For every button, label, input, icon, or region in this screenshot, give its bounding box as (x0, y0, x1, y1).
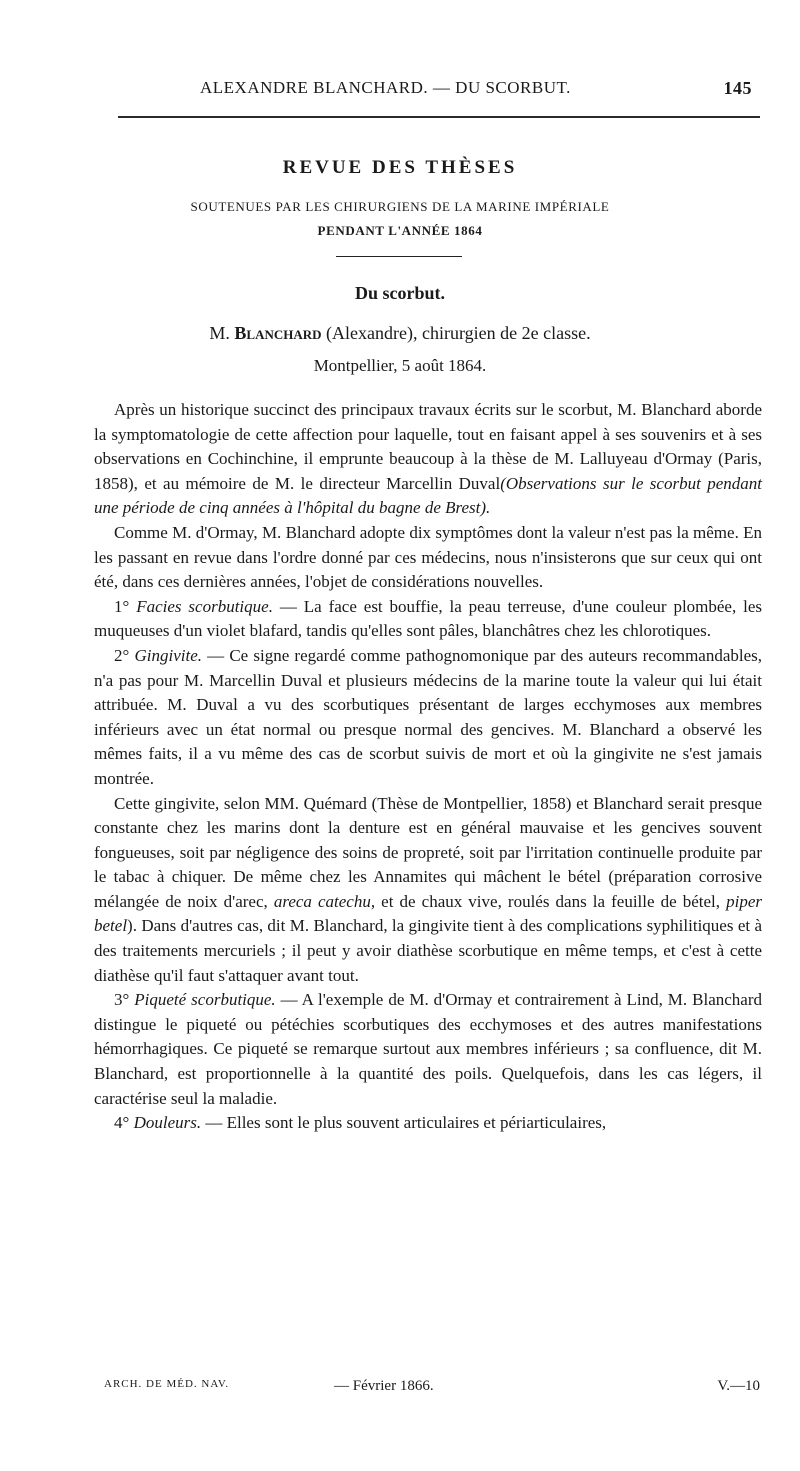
paragraph-2-text: Comme M. d'Ormay, M. Blanchard adopte dix symptômes dont la valeur n'est pas la même. En les passant en revue dans l'ordre donné par ces médecins, nous n'insisterons que sur ceux qui ont été, dans ces dernières années, l'objet de considérations nouvelles. (94, 522, 762, 592)
footer-journal: ARCH. DE MÉD. NAV. (104, 1378, 230, 1390)
paragraph-5-text-c: ). Dans d'autres cas, dit M. Blanchard, la gingivite tient à des complications syphilitiques et à des traitements mercuriels ; il peut y avoir diathèse scorbutique en même temps, et c'est à cette diathèse qu'il faut s'attaquer avant tout. (94, 916, 762, 985)
paragraph-5-italic-2: piper betel (94, 891, 762, 936)
author-details: (Alexandre), chirurgien de 2e classe. (326, 323, 591, 343)
paragraph-4-text: — Ce signe regardé comme pathognomonique par des auteurs recommandables, n'a pas pour M. Marcellin Duval et plusieurs médecins de la marine toute la valeur qui lui était attribuée. M. Duval a vu des scorbutiques présentant de larges ecchymoses aux membres inférieurs avec un état normal ou presque normal des gencives. M. Blanchard a observé les mêmes faits, il a vu même des cas de scorbut suivis de mort et où la gingivite ne s'est jamais montrée. (94, 645, 763, 788)
author-surname: Blanchard (234, 323, 322, 343)
place-date: Montpellier, 5 août 1864. (313, 356, 487, 375)
paragraph-3-heading: Facies scorbutique. (136, 596, 273, 616)
article-title: Du scorbut. (354, 283, 445, 303)
paragraph-3 (94, 595, 762, 644)
section-subtitle-1: SOUTENUES PAR LES CHIRURGIENS DE LA MARINE IMPÉRIALE (190, 199, 610, 214)
paragraph-2 (94, 521, 762, 595)
footer-dash: — (334, 1378, 349, 1394)
section-title: REVUE DES THÈSES (282, 157, 518, 178)
paragraph-6-heading: Piqueté scorbutique. (134, 990, 276, 1010)
paragraph-1 (94, 398, 762, 521)
paragraph-7-text: — Elles sont le plus souvent articulaires et périarticulaires, (205, 1113, 607, 1133)
paragraph-6-text: — A l'exemple de M. d'Ormay et contrairement à Lind, M. Blanchard distingue le piqueté ou pétéchies scorbutiques des ecchymoses et des autres manifestations hémorrhagiques. Ce piqueté se remarque surtout aux membres inférieurs ; sa confluence, dit M. Blanchard, est proportionnelle à la quantité des poils. Quelquefois, dans les cas légers, il caractérise seul la maladie. (94, 990, 762, 1108)
footer-date: Février 1866. (352, 1378, 434, 1394)
author-line (0, 323, 800, 344)
article-body (94, 398, 762, 1136)
paragraph-3-number: 1° (114, 596, 130, 616)
paragraph-1-text: Après un historique succinct des principaux travaux écrits sur le scorbut, M. Blanchard aborde la symptomatologie de cette affection pour laquelle, tout en faisant appel à ses souvenirs et à ses observations en Cochinchine, il emprunte beaucoup à la thèse de M. Lalluyeau d'Ormay (Paris, 1858), et au mémoire de M. le directeur Marcellin Duval (94, 400, 762, 493)
running-head (120, 78, 760, 104)
paragraph-3-text: — La face est bouffie, la peau terreuse, d'une couleur plombée, les muqueuses d'un violet blafard, tandis qu'elles sont pâles, blanchâtres chez les chlorotiques. (94, 596, 763, 641)
running-head-title: ALEXANDRE BLANCHARD. — DU SCORBUT. (200, 78, 571, 97)
paragraph-5-italic-1: areca catechu, (273, 891, 376, 911)
paragraph-4-number: 2° (114, 645, 130, 665)
page-number: 145 (723, 78, 752, 98)
section-rule (336, 256, 462, 257)
paragraph-5-text-b: et de chaux vive, roulés dans la feuille de bétel, (381, 891, 721, 911)
page-footer (104, 1378, 760, 1402)
paragraph-4-heading: Gingivite. (134, 645, 202, 665)
author-prefix: M. (209, 323, 230, 343)
footer-date-line (334, 1378, 434, 1395)
paragraph-7-number: 4° (114, 1113, 130, 1133)
paragraph-6-number: 3° (114, 990, 130, 1010)
paragraph-5 (94, 792, 762, 989)
paragraph-1-citation: (Observations sur le scorbut pendant une période de cinq années à l'hôpital du bagne de Brest). (94, 473, 763, 518)
section-subtitle-2: PENDANT L'ANNÉE 1864 (317, 223, 483, 238)
paragraph-5-text-a: Cette gingivite, selon MM. Quémard (Thèse de Montpellier, 1858) et Blanchard serait presque constante chez les marins dont la denture est en général mauvaise et les gencives souvent fongueuses, soit par négligence des soins de propreté, soit par l'irritation continuelle produite par le tabac à chiquer. De même chez les Annamites qui mâchent le bétel (préparation corrosive mélangée de noix d'arec, (94, 793, 762, 911)
paragraph-7 (94, 1111, 762, 1136)
paragraph-4 (94, 644, 762, 792)
paragraph-6 (94, 988, 762, 1111)
paragraph-7-heading: Douleurs. (133, 1113, 202, 1133)
footer-signature: V.—10 (717, 1378, 760, 1394)
header-rule (118, 116, 760, 118)
